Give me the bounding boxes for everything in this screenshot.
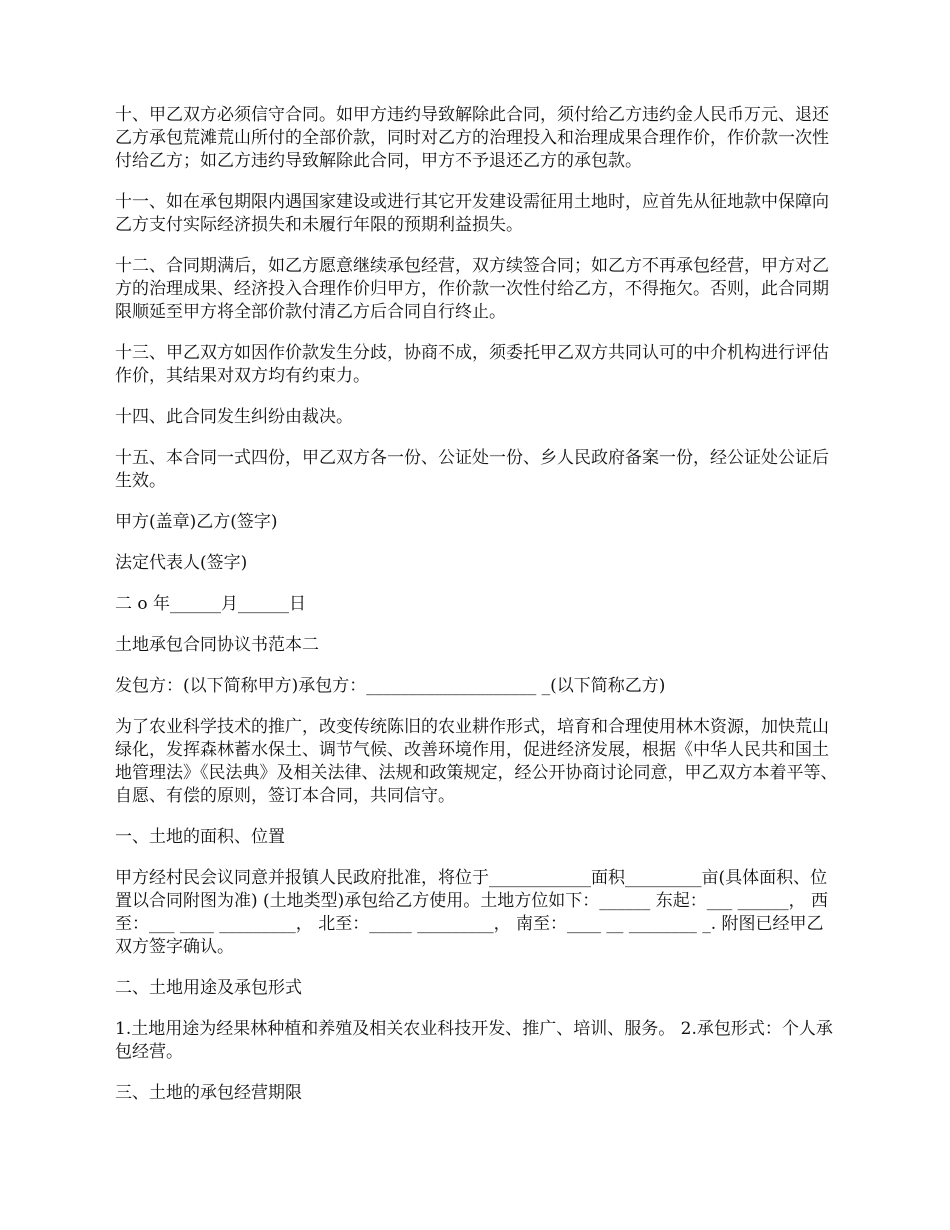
parties-line: 发包方：(以下简称甲方)承包方：____________________ _(以下简称乙方) [115, 676, 666, 696]
clause-12: 十二、合同期满后，如乙方愿意继续承包经营，双方续签合同；如乙方不再承包经营，甲方对乙方的治理成果、经济投入合理作价归甲方，作价款一次性付给乙方，不得拖欠。否则，此合同期限顺延至甲方将全部价款付清乙方后合同自行终止。 [115, 256, 829, 322]
signature-legal-rep: 法定代表人(签字) [115, 553, 248, 573]
preamble: 为了农业科学技术的推广，改变传统陈旧的农业耕作形式，培育和合理使用林木资源，加快荒山绿化，发挥森林蓄水保土、调节气候、改善环境作用，促进经济发展，根据《中华人民共和国土地管理法》《民法典》及相关法律、法规和政策规定，经公开协商讨论同意，甲乙双方本着平等、自愿、有偿的原则，签订本合同，共同信守。 [115, 717, 838, 806]
heading-term: 三、土地的承包经营期限 [115, 1083, 302, 1103]
land-use-clause: 1.土地用途为经果林种植和养殖及相关农业科技开发、推广、培训、服务。 2.承包形式：个人承包经营。 [115, 1019, 833, 1062]
land-area-clause: 甲方经村民会议同意并报镇人民政府批准，将位于____________面积_________亩(具体面积、位置以合同附图为准) (土地类型)承包给乙方使用。土地方位如下：______ 东起：___ ______， 西至：___ ____ _________， 北至：_____ _________， 南至：____ __ ________ _. 附图已经甲乙双方签字确认。 [115, 868, 829, 957]
document-body [115, 104, 840, 1123]
clause-14: 十四、此合同发生纠纷由裁决。 [115, 407, 353, 427]
heading-land-use: 二、土地用途及承包形式 [115, 978, 302, 998]
heading-land-area: 一、土地的面积、位置 [115, 827, 285, 847]
clause-15: 十五、本合同一式四份，甲乙双方各一份、公证处一份、乡人民政府备案一份，经公证处公证后生效。 [115, 448, 829, 491]
signature-parties: 甲方(盖章)乙方(签字) [115, 512, 278, 532]
clause-10: 十、甲乙双方必须信守合同。如甲方违约导致解除此合同，须付给乙方违约金人民币万元、退还乙方承包荒滩荒山所付的全部价款，同时对乙方的治理投入和治理成果合理作价，作价款一次性付给乙方；如乙方违约导致解除此合同，甲方不予退还乙方的承包款。 [115, 105, 829, 171]
clause-11: 十一、如在承包期限内遇国家建设或进行其它开发建设需征用土地时，应首先从征地款中保障向乙方支付实际经济损失和未履行年限的预期利益损失。 [115, 192, 829, 235]
clause-13: 十三、甲乙双方如因作价款发生分歧，协商不成，须委托甲乙双方共同认可的中介机构进行评估作价，其结果对双方均有约束力。 [115, 343, 829, 386]
section-title: 土地承包合同协议书范本二 [115, 635, 319, 655]
signature-date: 二 o 年______月______日 [115, 594, 307, 614]
